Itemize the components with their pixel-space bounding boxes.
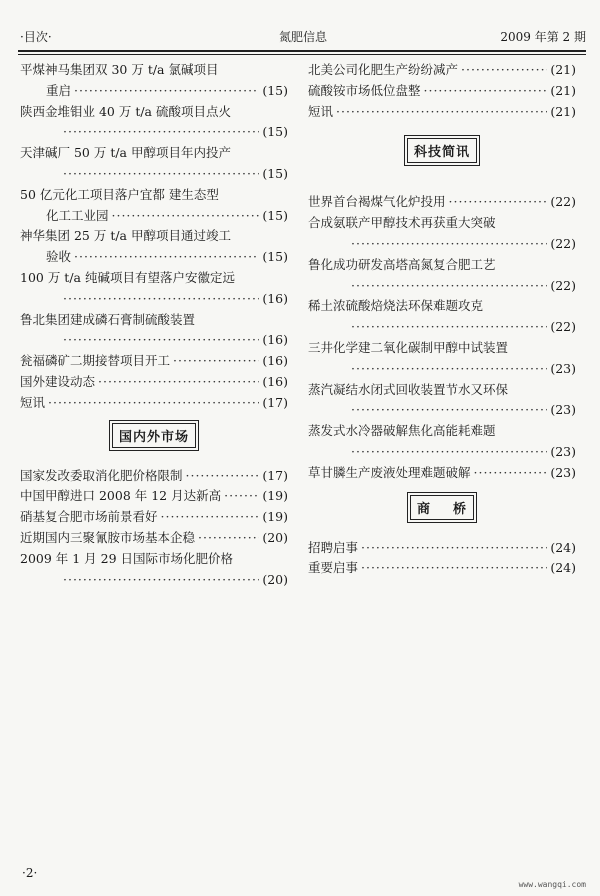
- page-ref: (16): [262, 332, 288, 348]
- leader-dots: [336, 102, 547, 123]
- entry-title: 世界首台褐煤气化炉投用: [308, 194, 446, 210]
- toc-entry[interactable]: [308, 102, 576, 123]
- leader-dots: [461, 60, 547, 81]
- header-rule-thin: [18, 54, 586, 55]
- page-ref: (22): [550, 319, 576, 335]
- toc-entry[interactable]: [20, 528, 288, 549]
- leader-dots: [198, 528, 259, 549]
- toc-entry[interactable]: [20, 486, 288, 507]
- entry-title: 硫酸铵市场低位盘整: [308, 82, 421, 98]
- entry-title: 草甘膦生产废液处理难题破解: [308, 464, 471, 480]
- page-ref: (17): [262, 467, 288, 483]
- leader-dots: [351, 400, 547, 421]
- entry-title: 100 万 t/a 纯碱项目有望落户安徽定远: [20, 269, 235, 285]
- leader-dots: [351, 276, 547, 297]
- leader-dots: [63, 164, 259, 185]
- entry-title: 近期国内三聚氰胺市场基本企稳: [20, 529, 196, 545]
- toc-entry[interactable]: [308, 463, 576, 484]
- toc-entry[interactable]: [20, 102, 288, 144]
- page-ref: (23): [550, 464, 576, 480]
- page-ref: (22): [550, 235, 576, 251]
- header-rule-thick: [18, 50, 586, 52]
- entry-title: 短讯: [308, 103, 334, 119]
- toc-entry[interactable]: [308, 296, 576, 338]
- page-ref: (23): [550, 402, 576, 418]
- toc-entry[interactable]: [308, 81, 576, 102]
- toc-right-column: [308, 60, 576, 579]
- toc-entry[interactable]: [20, 351, 288, 372]
- entry-title: 三井化学建二氧化碳制甲醇中试装置: [308, 339, 509, 355]
- leader-dots: [351, 317, 547, 338]
- entry-title-cont: 验收: [46, 249, 72, 265]
- section-heading-label: 商 桥: [410, 495, 474, 520]
- leader-dots: [63, 330, 259, 351]
- page-ref: (20): [262, 571, 288, 587]
- leader-dots: [63, 289, 259, 310]
- entry-title: 2009 年 1 月 29 日国际市场化肥价格: [20, 550, 234, 566]
- page-ref: (23): [550, 360, 576, 376]
- page-ref: (15): [262, 207, 288, 223]
- toc-entry[interactable]: [308, 380, 576, 422]
- leader-dots: [351, 359, 547, 380]
- entry-title: 招聘启事: [308, 539, 359, 555]
- leader-dots: [351, 234, 547, 255]
- page-ref: (15): [262, 249, 288, 265]
- toc-entry[interactable]: [20, 60, 288, 102]
- leader-dots: [48, 393, 259, 414]
- toc-entry[interactable]: [20, 466, 288, 487]
- entry-title: 鲁化成功研发高塔高氮复合肥工艺: [308, 256, 496, 272]
- page-ref: (21): [550, 62, 576, 77]
- page-ref: (24): [550, 539, 576, 555]
- watermark: www.wangqi.com: [518, 880, 586, 889]
- entry-title: 稀土浓硫酸焙烧法环保难题攻克: [308, 298, 484, 314]
- leader-dots: [186, 466, 260, 487]
- page-ref: (22): [550, 194, 576, 210]
- section-heading-market: [20, 420, 288, 452]
- toc-entry[interactable]: [20, 393, 288, 414]
- section-heading-label: 国内外市场: [112, 423, 196, 448]
- toc-entry[interactable]: [308, 338, 576, 380]
- running-header: [20, 28, 586, 46]
- page-ref: (16): [262, 373, 288, 389]
- page-ref: (15): [262, 165, 288, 181]
- toc-entry[interactable]: [20, 268, 288, 310]
- leader-dots: [74, 247, 259, 268]
- entry-title: 神华集团 25 万 t/a 甲醇项目通过竣工: [20, 228, 231, 244]
- entry-title: 蒸发式水冷器破解焦化高能耗难题: [308, 423, 496, 439]
- entry-title: 合成氨联产甲醇技术再获重大突破: [308, 215, 496, 231]
- leader-dots: [98, 372, 259, 393]
- toc-entry[interactable]: [308, 558, 576, 579]
- page-ref: (19): [262, 488, 288, 504]
- entry-title-cont: 重启: [46, 82, 72, 98]
- page-ref: (22): [550, 277, 576, 293]
- leader-dots: [224, 486, 259, 507]
- section-label: ·目次·: [20, 30, 52, 44]
- entry-title-cont: 化工工业园: [46, 207, 109, 223]
- toc-left-column: [20, 60, 288, 590]
- leader-dots: [161, 507, 260, 528]
- leader-dots: [63, 570, 259, 591]
- section-heading-label: 科技简讯: [407, 138, 477, 163]
- entry-title: 硝基复合肥市场前景看好: [20, 509, 158, 525]
- journal-name: 氮肥信息: [278, 30, 327, 44]
- leader-dots: [351, 442, 547, 463]
- issue-label: 2009 年第 2 期: [500, 30, 586, 44]
- toc-entry[interactable]: [308, 421, 576, 463]
- entry-title: 国外建设动态: [20, 373, 96, 389]
- toc-entry[interactable]: [20, 143, 288, 185]
- toc-entry[interactable]: [20, 310, 288, 352]
- leader-dots: [424, 81, 548, 102]
- entry-title: 平煤神马集团双 30 万 t/a 氯碱项目: [20, 62, 219, 77]
- entry-title: 北美公司化肥生产纷纷减产: [308, 62, 459, 77]
- entry-title: 50 亿元化工项目落户宜都 建生态型: [20, 186, 219, 202]
- leader-dots: [474, 463, 548, 484]
- leader-dots: [63, 122, 259, 143]
- entry-title: 天津碱厂 50 万 t/a 甲醇项目年内投产: [20, 145, 231, 161]
- page-ref: (17): [262, 394, 288, 410]
- section-heading-business: [308, 492, 576, 524]
- leader-dots: [361, 558, 547, 579]
- entry-title: 中国甲醇进口 2008 年 12 月达新高: [20, 488, 222, 504]
- entry-title: 瓮福磷矿二期接替项目开工: [20, 353, 171, 369]
- page-ref: (19): [262, 509, 288, 525]
- entry-title: 重要启事: [308, 560, 359, 576]
- toc-entry[interactable]: [308, 255, 576, 297]
- page-number: ·2·: [22, 866, 38, 880]
- leader-dots: [112, 206, 260, 227]
- toc-entry[interactable]: [20, 185, 288, 227]
- toc-entry[interactable]: [308, 60, 576, 81]
- toc-entry[interactable]: [20, 549, 288, 591]
- page-ref: (16): [262, 290, 288, 306]
- entry-title: 蒸汽凝结水闭式回收装置节水又环保: [308, 381, 509, 397]
- entry-title: 鲁北集团建成磷石膏制硫酸装置: [20, 311, 196, 327]
- page-ref: (21): [550, 103, 576, 119]
- toc-entry[interactable]: [20, 507, 288, 528]
- entry-title: 国家发改委取消化肥价格限制: [20, 467, 183, 483]
- toc-entry[interactable]: [20, 226, 288, 268]
- page-ref: (15): [262, 82, 288, 98]
- toc-entry[interactable]: [308, 192, 576, 213]
- section-heading-tech: [308, 134, 576, 166]
- leader-dots: [173, 351, 259, 372]
- entry-title: 陕西金堆钼业 40 万 t/a 硫酸项目点火: [20, 103, 231, 119]
- page-ref: (16): [262, 353, 288, 369]
- leader-dots: [74, 81, 259, 102]
- page-ref: (23): [550, 443, 576, 459]
- page-ref: (20): [262, 529, 288, 545]
- toc-entry[interactable]: [308, 213, 576, 255]
- leader-dots: [361, 538, 547, 559]
- page-ref: (15): [262, 124, 288, 140]
- page-ref: (21): [550, 82, 576, 98]
- page-ref: (24): [550, 560, 576, 576]
- toc-entry[interactable]: [308, 538, 576, 559]
- leader-dots: [449, 192, 548, 213]
- entry-title: 短讯: [20, 394, 46, 410]
- toc-entry[interactable]: [20, 372, 288, 393]
